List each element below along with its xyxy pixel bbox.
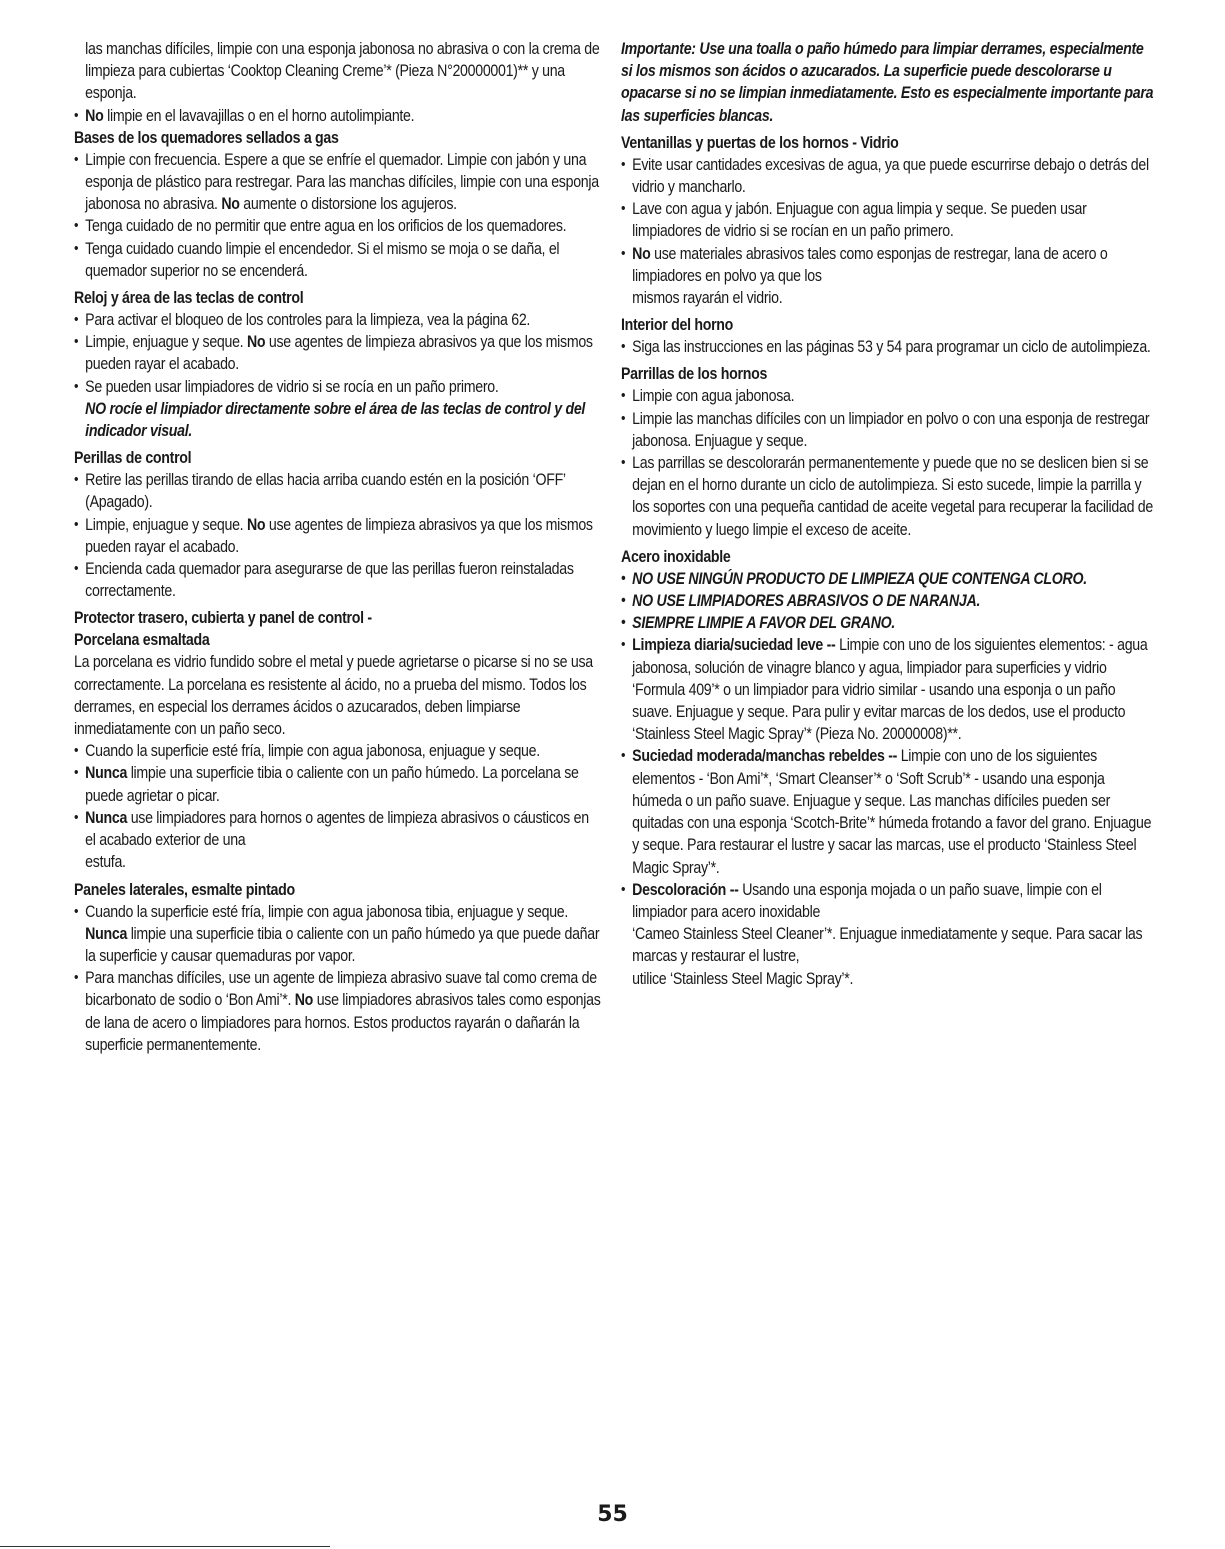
heading-side-panels: Paneles laterales, esmalte pintado [74,880,295,899]
heading-burner-bases: Bases de los quemadores sellados a gas [74,128,339,147]
list-item: • Limpieza diaria/suciedad leve -- Limpie con uno de los siguientes elementos: - agua jabonosa, solución de vinagre blanco y agua, limpiador para superficies y vidrio ‘Formula 409’* o un limpiador para vidrio similar - usando una esponja o un paño suave. Enjuague y seque. Para pulir y evitar marcas de los dedos, use el producto ‘Stainless Steel Magic Spray’* (Pieza No. 20000008)**. [621,634,1155,745]
list-item: • Nunca use limpiadores para hornos o agentes de limpieza abrasivos o cáusticos en el acabado exterior de una estufa. [74,807,603,874]
page-number: 55 [597,1502,628,1527]
list-item: • Nunca limpie una superficie tibia o caliente con un paño húmedo. La porcelana se puede agrietar o picar. [74,762,603,806]
list-item: • Limpie con frecuencia. Espere a que se enfríe el quemador. Limpie con jabón y una esponja de plástico para restregar. Para las manchas difíciles, limpie con una esponja jabonosa no abrasiva. No aumente o distorsione los agujeros. [74,149,603,216]
list-item: • Limpie con agua jabonosa. [621,385,1155,407]
list-item: • Lave con agua y jabón. Enjuague con agua limpia y seque. Se pueden usar limpiadores de vidrio si se rocían en un paño primero. [621,198,1155,242]
list-item: • Se pueden usar limpiadores de vidrio si se rocía en un paño primero. [74,376,603,398]
list-item: • Limpie, enjuague y seque. No use agentes de limpieza abrasivos ya que los mismos pueden rayar el acabado. [74,514,603,558]
list-item: • Cuando la superficie esté fría, limpie con agua jabonosa, enjuague y seque. [74,740,603,762]
list-item: • Tenga cuidado de no permitir que entre agua en los orificios de los quemadores. [74,215,603,237]
important-notice: Importante: Use una toalla o paño húmedo para limpiar derrames, especialmente si los mismos son ácidos o azucarados. La superficie puede descolorarse u opacarse si no se limpian inmediatamente. Esto es especialmente importante para las superficies blancas. [621,40,1154,125]
list-item: • Suciedad moderada/manchas rebeldes -- Limpie con uno de los siguientes elementos - ‘Bon Ami’*, ‘Smart Cleanser’* o ‘Soft Scrub’* - usando una esponja húmeda o un paño suave. Enjuague y seque. Las manchas difíciles pueden ser quitadas con una esponja ‘Scotch-Brite’* húmeda frotando a favor del grano. Enjuague y seque. Para restaurar el lustre y sacar las marcas, use el producto ‘Stainless Steel Magic Spray’*. [621,745,1155,878]
list-item: • Para activar el bloqueo de los controles para la limpieza, vea la página 62. [74,309,603,331]
right-column [621,38,1156,990]
list-item: • No use materiales abrasivos tales como esponjas de restregar, lana de acero o limpiadores en polvo ya que los mismos rayarán el vidrio. [621,243,1155,310]
heading-oven-racks: Parrillas de los hornos [621,365,768,384]
list-item: • Descoloración -- Usando una esponja mojada o un paño suave, limpie con el limpiador para acero inoxidable ‘Cameo Stainless Steel Cleaner’*. Enjuague inmediatamente y seque. Para sacar las marcas y restaurar el lustre, utilice ‘Stainless Steel Magic Spray’*. [621,879,1155,990]
heading-backguard: Protector trasero, cubierta y panel de control - Porcelana esmaltada [74,609,372,650]
list-item: • No limpie en el lavavajillas o en el horno autolimpiante. [74,105,603,127]
list-item: • Tenga cuidado cuando limpie el encendedor. Si el mismo se moja o se daña, el quemador superior no se encenderá. [74,238,603,282]
heading-stainless-steel: Acero inoxidable [621,547,731,566]
list-item: • Cuando la superficie esté fría, limpie con agua jabonosa tibia, enjuague y seque. Nunca limpie una superficie tibia o caliente con un paño húmedo ya que puede dañar la superficie y causar quemaduras por vapor. [74,901,603,968]
porcelain-paragraph: La porcelana es vidrio fundido sobre el metal y puede agrietarse o picarse si no se usa correctamente. La porcelana es resistente al ácido, no a prueba del mismo. Todos los derrames, en especial los derrames ácidos o azucarados, deben limpiarse inmediatamente con un paño seco. [74,653,593,739]
heading-oven-windows: Ventanillas y puertas de los hornos - Vidrio [621,133,899,152]
list-item: • Limpie, enjuague y seque. No use agentes de limpieza abrasivos ya que los mismos pueden rayar el acabado. [74,331,603,375]
warning-text: NO rocíe el limpiador directamente sobre el área de las teclas de control y del indicador visual. [85,399,586,441]
list-item: • Siga las instrucciones en las páginas 53 y 54 para programar un ciclo de autolimpieza. [621,336,1155,358]
heading-oven-interior: Interior del horno [621,316,734,335]
warning-item: • NO USE LIMPIADORES ABRASIVOS O DE NARANJA. [621,590,1155,612]
list-item: • Las parrillas se descolorarán permanentemente y puede que no se deslicen bien si se dejan en el horno durante un ciclo de autolimpieza. Si esto sucede, limpie la parrilla y los soportes con una pequeña cantidad de aceite vegetal para recuperar la facilidad de movimiento y luego limpie el exceso de aceite. [621,452,1155,541]
list-item: • Para manchas difíciles, use un agente de limpieza abrasivo suave tal como crema de bicarbonato de sodio o ‘Bon Ami’*. No use limpiadores abrasivos tales como esponjas de lana de acero o limpiadores para hornos. Estos productos rayarán o dañarán la superficie permanentemente. [74,967,603,1056]
left-column [74,38,604,1056]
footer-rule [0,1546,330,1547]
list-item: • Limpie las manchas difíciles con un limpiador en polvo o con una esponja de restregar jabonosa. Enjuague y seque. [621,408,1155,452]
list-item: • Evite usar cantidades excesivas de agua, ya que puede escurrirse debajo o detrás del vidrio y mancharlo. [621,154,1155,198]
list-item: • Encienda cada quemador para asegurarse de que las perillas fueron reinstaladas correctamente. [74,558,603,602]
intro-paragraph: las manchas difíciles, limpie con una esponja jabonosa no abrasiva o con la crema de limpieza para cubiertas ‘Cooktop Cleaning Creme’* (Pieza N°20000001)** y una esponja. [85,40,600,103]
heading-control-knobs: Perillas de control [74,449,192,468]
warning-item: • SIEMPRE LIMPIE A FAVOR DEL GRANO. [621,612,1155,634]
heading-clock-controls: Reloj y área de las teclas de control [74,289,304,308]
list-item: • Retire las perillas tirando de ellas hacia arriba cuando estén en la posición ‘OFF’ (Apagado). [74,469,603,513]
warning-item: • NO USE NINGÚN PRODUCTO DE LIMPIEZA QUE CONTENGA CLORO. [621,568,1155,590]
